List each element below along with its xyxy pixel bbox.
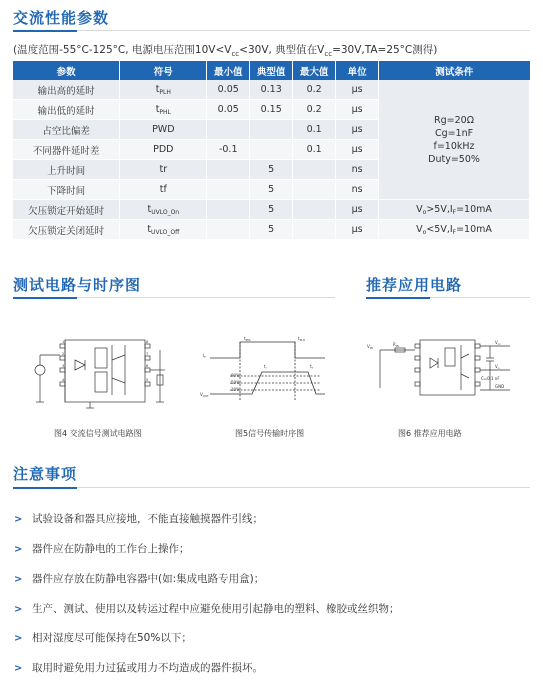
table-header-row	[13, 61, 530, 80]
cell-symbol: tf	[120, 180, 207, 200]
cell-unit: ns	[336, 180, 379, 200]
cell-test-condition: $V_o>5V,I_F=10mA$	[379, 200, 530, 220]
cell-typ: 0.13	[250, 80, 293, 100]
svg-text:Vcc: $V_{cc}$	[495, 340, 501, 346]
cell-typ: 5	[250, 220, 293, 240]
list-item: > 试验设备和器具应接地，不能直接触摸器件引线；	[14, 513, 263, 525]
svg-text:50%: 50%	[231, 380, 240, 385]
header-symbol: 符号	[120, 61, 207, 80]
cell-min	[207, 160, 250, 180]
cell-max	[293, 220, 336, 240]
cell-max	[293, 200, 336, 220]
table-row	[13, 80, 530, 100]
list-item: > 生产、测试、使用以及转运过程中应避免使用引起静电的塑料、橡胶或丝织物；	[14, 603, 400, 615]
cell-symbol: $t_{PHL}$	[120, 100, 207, 120]
svg-text:10%: 10%	[231, 387, 240, 392]
cell-symbol: $t_{PLH}$	[120, 80, 207, 100]
cell-param: 欠压锁定关闭延时	[13, 220, 120, 240]
cell-test-condition: $V_o<5V,I_F=10mA$	[379, 220, 530, 240]
chevron-right-icon: >	[14, 663, 23, 674]
cell-param: 占空比偏差	[13, 120, 120, 140]
svg-text:5: 5	[146, 378, 149, 382]
section-title-test-circuit: 测试电路与时序图	[13, 276, 142, 294]
svg-text:4: 4	[62, 378, 65, 382]
chevron-right-icon: >	[14, 544, 23, 555]
svg-text:Vo: $V_o$	[495, 364, 500, 370]
cell-symbol: $t_{UVLO\_Off}$	[120, 220, 207, 240]
cell-unit: μs	[336, 80, 379, 100]
section-underline	[13, 30, 77, 32]
list-item: > 器件应在防静电的工作台上操作；	[14, 543, 190, 555]
svg-text:VIN: $V_{IN}$	[367, 344, 373, 350]
cell-unit: μs	[336, 140, 379, 160]
header-typ: 典型值	[250, 61, 293, 80]
cell-typ: 5	[250, 200, 293, 220]
cell-min: 0.05	[207, 100, 250, 120]
cell-min	[207, 180, 250, 200]
cell-unit: μs	[336, 120, 379, 140]
svg-text:tPHL: $t_{PHL}$	[244, 336, 251, 342]
cell-typ: 5	[250, 160, 293, 180]
svg-text:6: 6	[146, 364, 149, 368]
cell-param: 不同器件延时差	[13, 140, 120, 160]
cell-min: 0.05	[207, 80, 250, 100]
cell-min: -0.1	[207, 140, 250, 160]
section-divider	[77, 297, 335, 298]
cell-max: 0.1	[293, 120, 336, 140]
cell-param: 下降时间	[13, 180, 120, 200]
ac-params-table	[13, 61, 530, 240]
cell-symbol: PDD	[120, 140, 207, 160]
cell-unit: μs	[336, 200, 379, 220]
svg-text:1: 1	[62, 340, 65, 344]
svg-text:2: 2	[62, 352, 65, 356]
application-circuit-diagram	[365, 330, 515, 410]
svg-text:IF: $I_F$	[203, 353, 206, 359]
ac-test-circuit-diagram	[30, 330, 170, 410]
cell-unit: μs	[336, 100, 379, 120]
table-row	[13, 220, 530, 240]
signal-timing-diagram	[200, 330, 330, 410]
header-unit: 单位	[336, 61, 379, 80]
cell-param: 欠压锁定开始延时	[13, 200, 120, 220]
header-param: 参数	[13, 61, 120, 80]
cell-max: 0.2	[293, 100, 336, 120]
fig4-caption: 图4 交流信号测试电路图	[54, 429, 142, 438]
svg-text:tPLH: $t_{PLH}$	[298, 336, 305, 342]
section-title-ac-params: 交流性能参数	[13, 9, 110, 27]
cell-min	[207, 120, 250, 140]
cell-max: 0.2	[293, 80, 336, 100]
cell-typ	[250, 140, 293, 160]
chevron-right-icon: >	[14, 604, 23, 615]
svg-text:RIN: $R_{IN}$	[393, 342, 399, 348]
cell-min	[207, 200, 250, 220]
section-divider	[77, 487, 530, 488]
cell-symbol: $t_{UVLO\_On}$	[120, 200, 207, 220]
svg-text:tf: $t_f$	[310, 364, 313, 370]
fig6-caption: 图6 推荐应用电路	[398, 429, 462, 438]
chevron-right-icon: >	[14, 574, 23, 585]
list-item: > 器件应存放在防静电容器中(如:集成电路专用盒)；	[14, 573, 265, 585]
cell-max: 0.1	[293, 140, 336, 160]
header-test-condition: 测试条件	[379, 61, 530, 80]
section-title-notes: 注意事项	[13, 465, 78, 483]
section-divider	[430, 297, 530, 298]
list-item: > 取用时避免用力过猛或用力不均造成的器件损坏。	[14, 662, 263, 674]
test-conditions-note: (温度范围-55°C-125°C, 电源电压范围$10V<V_{cc}<30V$, 典型值在$V_{cc}=30V,TA=25^\circ C$测得)	[13, 44, 438, 59]
cell-param: 输出高的延时	[13, 80, 120, 100]
section-title-app-circuit: 推荐应用电路	[366, 276, 463, 294]
section-divider	[77, 30, 530, 31]
cell-unit: ns	[336, 160, 379, 180]
svg-text:VOUT: $V_{OUT}$	[200, 392, 209, 398]
header-max: 最大值	[293, 61, 336, 80]
cell-typ: 0.15	[250, 100, 293, 120]
fig5-caption: 图5信号传输时序图	[235, 429, 305, 438]
cell-symbol: tr	[120, 160, 207, 180]
section-underline	[13, 297, 77, 299]
svg-text:8: 8	[146, 340, 149, 344]
list-item: > 相对湿度尽可能保持在50%以下；	[14, 632, 192, 644]
svg-text:C=0.1 nF: C=0.1 nF	[481, 376, 500, 381]
cell-max	[293, 180, 336, 200]
svg-text:tr: $t_r$	[264, 364, 267, 370]
section-underline	[13, 487, 77, 489]
table-row	[13, 200, 530, 220]
chevron-right-icon: >	[14, 514, 23, 525]
cell-param: 上升时间	[13, 160, 120, 180]
cell-param: 输出低的延时	[13, 100, 120, 120]
chevron-right-icon: >	[14, 633, 23, 644]
cell-min	[207, 220, 250, 240]
cell-typ	[250, 120, 293, 140]
cell-max	[293, 160, 336, 180]
svg-text:3: 3	[62, 364, 65, 368]
svg-text:7: 7	[146, 352, 149, 356]
cell-test-condition-group: Rg=20Ω Cg=1nF f=10kHz Duty=50%	[379, 80, 530, 200]
cell-unit: μs	[336, 220, 379, 240]
svg-text:90%: 90%	[231, 373, 240, 378]
header-min: 最小值	[207, 61, 250, 80]
svg-text:GND: GND	[495, 384, 505, 389]
section-underline	[366, 297, 430, 299]
cell-typ: 5	[250, 180, 293, 200]
cell-symbol: PWD	[120, 120, 207, 140]
